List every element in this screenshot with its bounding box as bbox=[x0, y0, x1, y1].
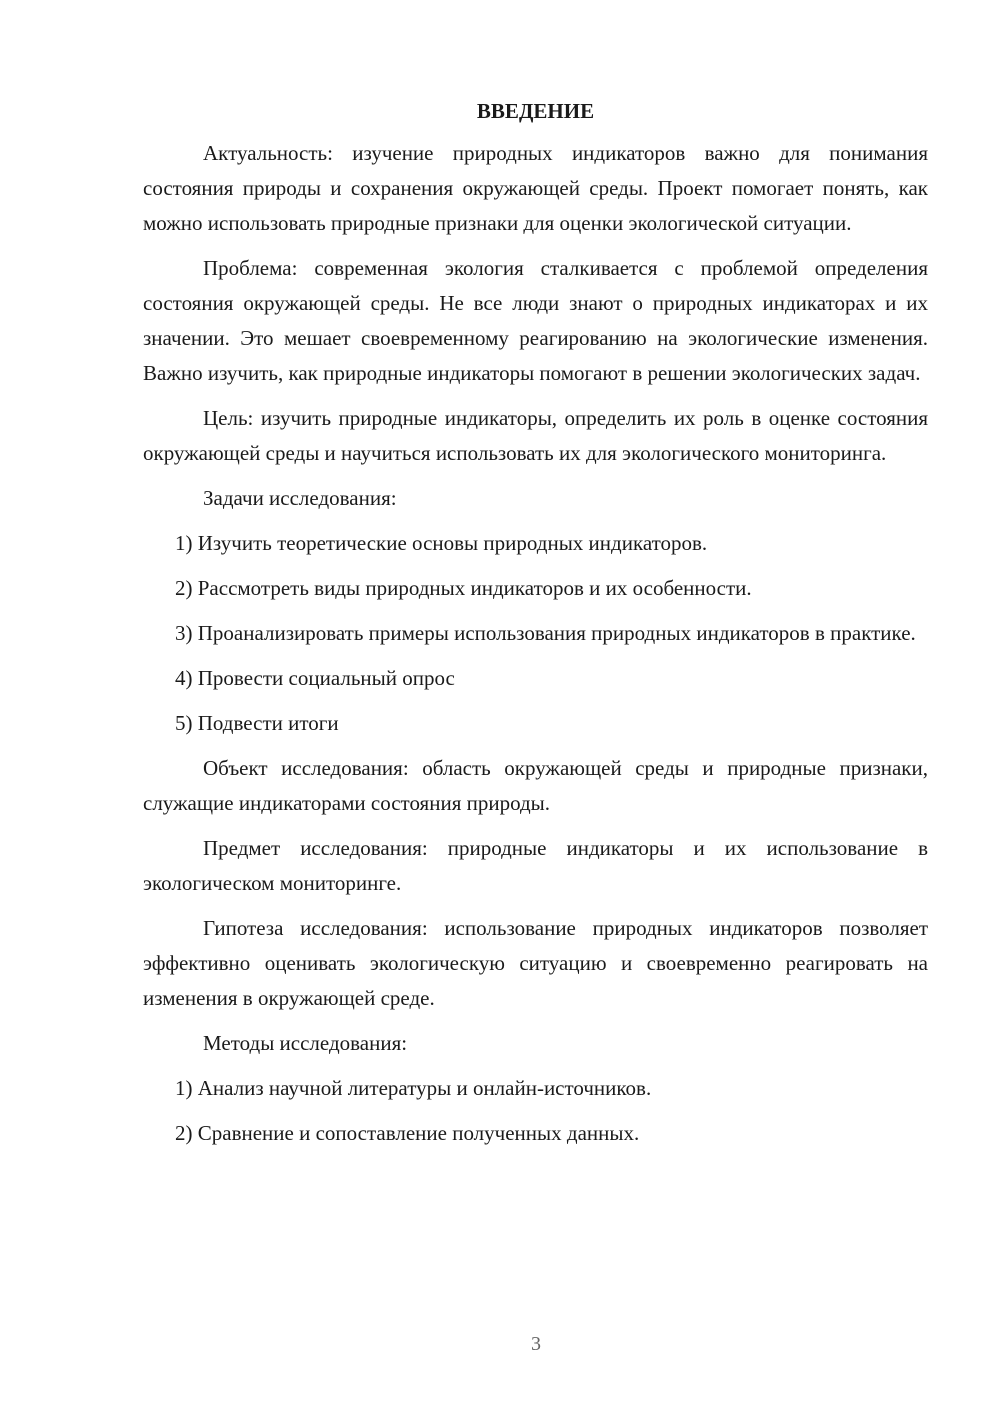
task-item: 1) Изучить теоретические основы природных индикаторов. bbox=[175, 531, 708, 555]
method-item: 1) Анализ научной литературы и онлайн-источников. bbox=[175, 1076, 652, 1100]
document-page bbox=[143, 96, 928, 1161]
tasks-heading: Задачи исследования: bbox=[203, 486, 397, 510]
task-item: 2) Рассмотреть виды природных индикаторов и их особенности. bbox=[175, 576, 752, 600]
methods-heading: Методы исследования: bbox=[203, 1031, 408, 1055]
paragraph-goal: Цель: изучить природные индикаторы, определить их роль в оценке состояния окружающей среды и научиться использовать их для экологического мониторинга. bbox=[143, 406, 928, 465]
paragraph-relevance: Актуальность: изучение природных индикаторов важно для понимания состояния природы и сохранения окружающей среды. Проект помогает понять, как можно использовать природные признаки для оценки экологической ситуации. bbox=[143, 141, 928, 235]
paragraph-problem: Проблема: современная экология сталкивается с проблемой определения состояния окружающей среды. Не все люди знают о природных индикаторах и их значении. Это мешает своевременному реагированию на экологические изменения. Важно изучить, как природные индикаторы помогают в решении экологических задач. bbox=[143, 256, 928, 385]
paragraph-subject: Предмет исследования: природные индикаторы и их использование в экологическом мониторинге. bbox=[143, 836, 928, 895]
section-title: ВВЕДЕНИЕ bbox=[476, 99, 595, 123]
task-item: 4) Провести социальный опрос bbox=[175, 666, 455, 690]
task-item: 5) Подвести итоги bbox=[175, 711, 339, 735]
task-item: 3) Проанализировать примеры использования природных индикаторов в практике. bbox=[175, 621, 916, 645]
paragraph-hypothesis: Гипотеза исследования: использование природных индикаторов позволяет эффективно оценивать экологическую ситуацию и своевременно реагировать на изменения в окружающей среде. bbox=[143, 916, 928, 1010]
paragraph-object: Объект исследования: область окружающей среды и природные признаки, служащие индикаторами состояния природы. bbox=[143, 756, 928, 815]
method-item: 2) Сравнение и сопоставление полученных данных. bbox=[175, 1121, 640, 1145]
page-number: 3 bbox=[531, 1333, 541, 1355]
